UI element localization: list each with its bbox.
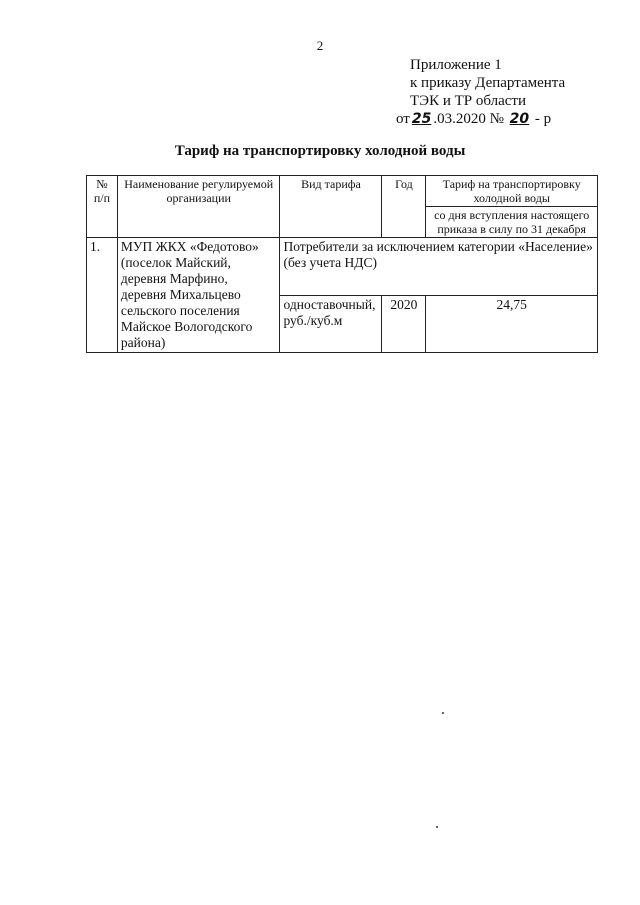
date-prefix: от	[396, 111, 410, 127]
appendix-line-2: к приказу Департамента	[410, 75, 566, 91]
row-consumers: Потребители за исключением категории «Население» (без учета НДС)	[280, 238, 598, 296]
order-suffix: - р	[534, 111, 552, 127]
header-type: Вид тарифа	[280, 176, 382, 238]
row-value: 24,75	[426, 295, 598, 353]
scan-speck	[442, 712, 444, 714]
row-year: 2020	[382, 295, 426, 353]
scan-speck	[436, 826, 438, 828]
table-row	[87, 238, 598, 296]
order-number-handwritten: 20	[509, 111, 530, 127]
appendix-line-3: ТЭК и ТР области	[410, 93, 526, 109]
appendix-block	[396, 56, 566, 128]
row-num: 1.	[87, 238, 118, 353]
appendix-line-1: Приложение 1	[410, 57, 502, 73]
header-org: Наименование регулируемой организации	[117, 176, 280, 238]
page-number: 2	[316, 38, 324, 53]
appendix-date-line	[396, 110, 565, 128]
header-num: № п/п	[87, 176, 118, 238]
header-tariff: Тариф на транспортировку холодной воды	[426, 176, 598, 207]
row-org: МУП ЖКХ «Федотово» (поселок Майский, деревня Марфино, деревня Михальцево сельского поселения Майское Вологодского района)	[117, 238, 280, 353]
header-year: Год	[382, 176, 426, 238]
tariff-table	[86, 175, 598, 353]
table-header-row	[87, 176, 598, 207]
document-title: Тариф на транспортировку холодной воды	[174, 143, 466, 159]
date-rest: .03.2020	[433, 111, 486, 127]
number-sign: №	[489, 111, 504, 127]
row-type: одноставочный, руб./куб.м	[280, 295, 382, 353]
header-tariff-period: со дня вступления настоящего приказа в силу по 31 декабря	[426, 207, 598, 238]
date-day-handwritten: 25	[411, 111, 432, 127]
